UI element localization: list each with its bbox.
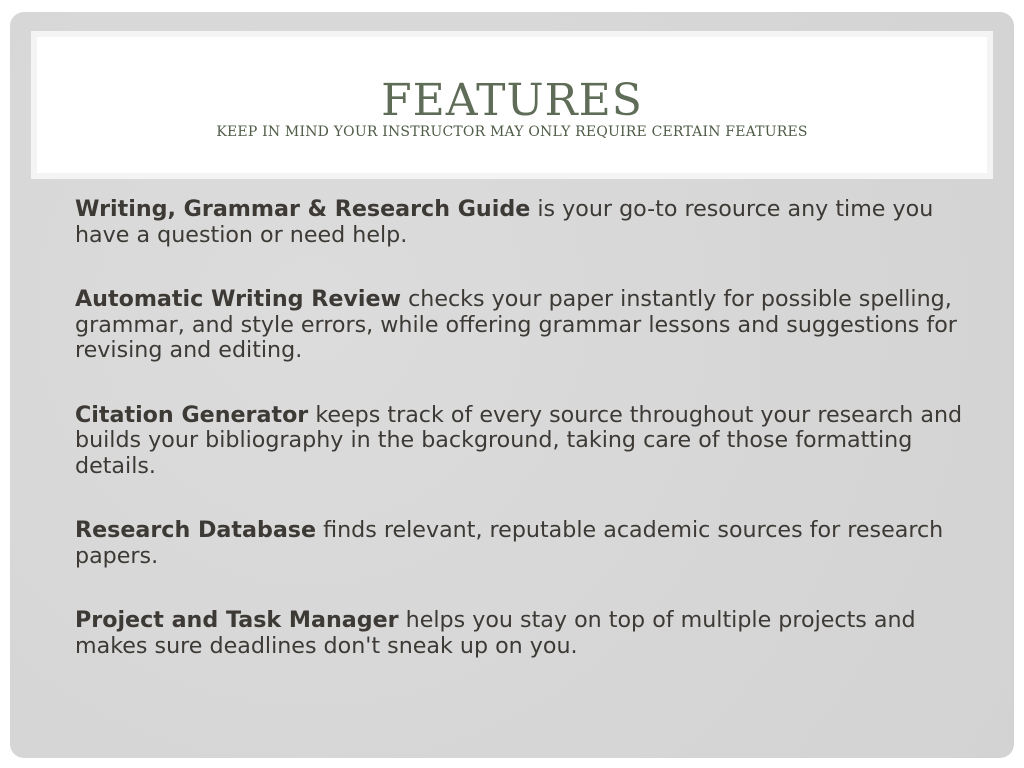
feature-item-task-manager: [75, 608, 975, 659]
feature-item-citation-generator: [75, 403, 975, 480]
title-box: [31, 31, 993, 179]
feature-term: Research Database: [75, 517, 317, 543]
feature-description: checks your paper instantly for possible spelling, grammar, and style errors, while offering grammar lessons and suggestions for revising and editing.: [75, 286, 957, 363]
feature-description: finds relevant, reputable academic sources for research papers.: [75, 517, 944, 569]
feature-description: helps you stay on top of multiple projects and makes sure deadlines don't sneak up on you.: [75, 607, 916, 659]
feature-item-writing-review: [75, 287, 975, 364]
feature-description: is your go-to resource any time you have a question or need help.: [75, 196, 934, 248]
feature-term: Automatic Writing Review: [75, 286, 401, 312]
feature-list: [75, 197, 975, 698]
slide-title: FEATURES: [381, 75, 643, 126]
feature-term: Writing, Grammar & Research Guide: [75, 196, 531, 222]
feature-item-research-database: [75, 518, 975, 569]
feature-item-writing-guide: [75, 197, 975, 248]
feature-term: Citation Generator: [75, 401, 309, 428]
slide-subtitle: KEEP IN MIND YOUR INSTRUCTOR MAY ONLY REQUIRE CERTAIN FEATURES: [216, 124, 808, 140]
feature-term: Project and Task Manager: [75, 607, 399, 633]
feature-description: keeps track of every source throughout your research and builds your bibliography in the background, taking care of those formatting details.: [75, 401, 963, 479]
